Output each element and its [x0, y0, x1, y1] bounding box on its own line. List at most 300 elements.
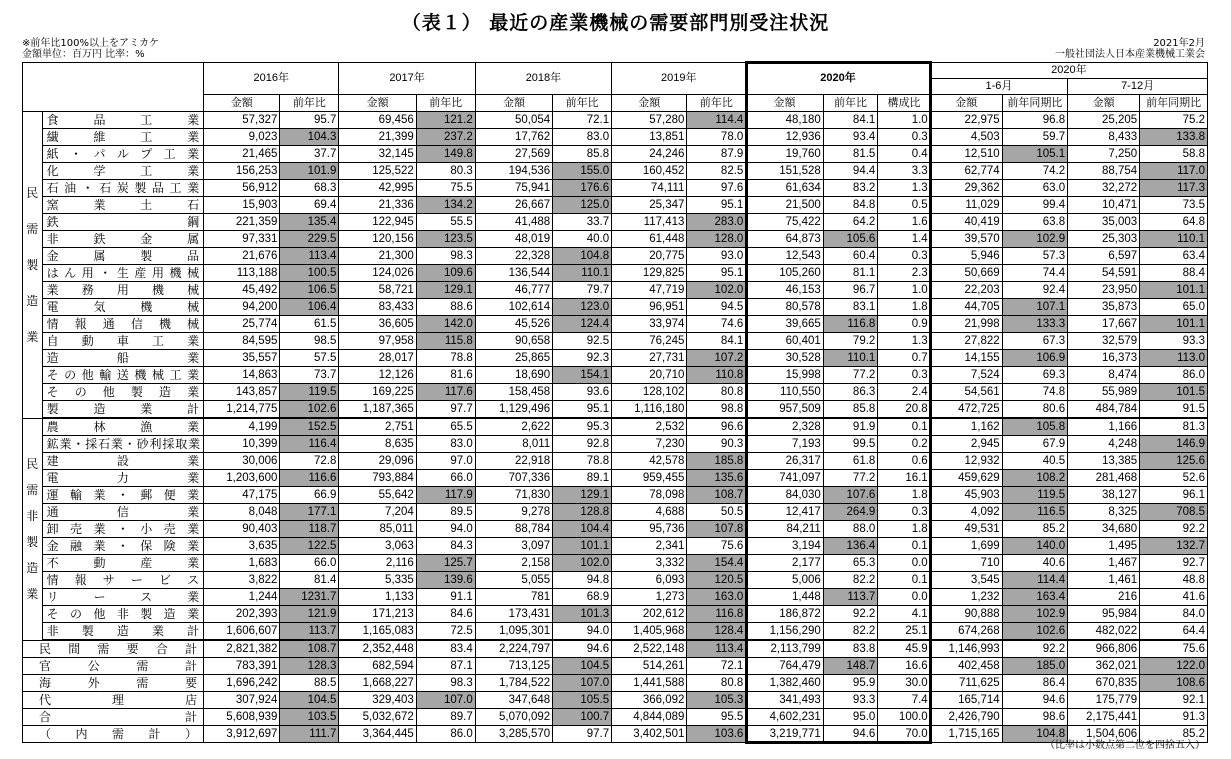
value-cell: 1,668,227	[339, 675, 416, 692]
ratio-cell: 154.1	[553, 367, 612, 384]
ratio-cell: 101.1	[1140, 316, 1208, 333]
ratio-cell: 104.5	[280, 692, 339, 709]
ratio-cell: 80.8	[687, 384, 746, 401]
ratio-cell: 107.8	[687, 521, 746, 538]
value-cell: 3,063	[339, 538, 416, 555]
ratio-cell: 104.3	[280, 129, 339, 146]
value-cell: 128,102	[612, 384, 687, 401]
value-cell: 84,211	[746, 521, 823, 538]
value-cell: 5,608,939	[204, 709, 280, 726]
ratio-cell: 85.2	[1140, 726, 1208, 743]
report-date: 2021年2月	[1153, 38, 1205, 49]
table-row	[23, 538, 1208, 555]
group-char: 製	[26, 535, 39, 549]
value-cell: 0.3	[878, 248, 930, 265]
ratio-cell: 122.0	[1140, 658, 1208, 675]
value-cell: 64,873	[746, 231, 823, 248]
value-cell: 48,019	[475, 231, 552, 248]
ratio-cell: 106.9	[1002, 350, 1067, 367]
ratio-cell: 97.0	[416, 453, 475, 470]
value-cell: 20.8	[878, 401, 930, 419]
ratio-cell: 73.5	[1140, 197, 1208, 214]
value-cell: 281,468	[1068, 470, 1140, 487]
value-cell: 129,825	[612, 265, 687, 282]
table-row	[23, 726, 1208, 743]
row-label	[42, 606, 203, 623]
ratio-cell: 65.0	[1140, 299, 1208, 316]
ratio-cell: 95.9	[823, 675, 878, 692]
ratio-cell: 89.5	[416, 504, 475, 521]
value-cell: 10,399	[204, 436, 280, 453]
value-cell: 4,503	[930, 129, 1002, 146]
ratio-cell: 163.0	[687, 589, 746, 606]
ratio-cell: 74.8	[1002, 384, 1067, 401]
value-cell: 347,648	[475, 692, 552, 709]
row-label	[42, 589, 203, 606]
value-cell: 1.8	[878, 299, 930, 316]
value-cell: 39,570	[930, 231, 1002, 248]
value-cell: 16,373	[1068, 350, 1140, 367]
ratio-cell: 97.7	[416, 401, 475, 419]
ratio-cell: 121.2	[416, 112, 475, 129]
ratio-cell: 87.9	[687, 146, 746, 163]
unit-note: 金額単位：百万円 比率：%	[22, 49, 145, 60]
ratio-cell: 92.3	[553, 350, 612, 367]
ratio-cell: 69.4	[280, 197, 339, 214]
value-cell: 0.0	[878, 555, 930, 572]
value-cell: 12,932	[930, 453, 1002, 470]
row-label-text: その他非製造業	[46, 606, 200, 621]
table-row	[23, 180, 1208, 197]
table-row	[23, 623, 1208, 641]
ratio-cell: 72.1	[553, 112, 612, 129]
value-cell: 1,232	[930, 589, 1002, 606]
value-cell: 3,635	[204, 538, 280, 555]
value-cell: 100.0	[878, 709, 930, 726]
row-label-text: 農林漁業	[46, 419, 200, 434]
ratio-cell: 148.7	[823, 658, 878, 675]
ratio-cell: 110.1	[1140, 231, 1208, 248]
row-label	[42, 333, 203, 350]
ratio-cell: 104.4	[553, 521, 612, 538]
table-row	[23, 316, 1208, 333]
ratio-cell: 40.0	[553, 231, 612, 248]
ratio-cell: 229.5	[280, 231, 339, 248]
row-label-text: 金融業・保険業	[46, 538, 200, 553]
value-cell: 12,936	[746, 129, 823, 146]
value-cell: 1,214,775	[204, 401, 280, 419]
ratio-cell: 84.8	[823, 197, 878, 214]
ratio-cell: 87.1	[416, 658, 475, 675]
ratio-cell: 283.0	[687, 214, 746, 231]
table-row	[23, 214, 1208, 231]
value-cell: 8,048	[204, 504, 280, 521]
value-cell: 60,401	[746, 333, 823, 350]
ratio-cell: 134.2	[416, 197, 475, 214]
ratio-cell: 66.0	[280, 555, 339, 572]
ratio-cell: 98.3	[416, 248, 475, 265]
value-cell: 0.2	[878, 436, 930, 453]
row-label	[42, 504, 203, 521]
row-label-text: 建設業	[46, 453, 200, 468]
value-cell: 0.6	[878, 453, 930, 470]
row-label-text: リース業	[46, 589, 200, 604]
group-char: 造	[26, 293, 39, 308]
value-cell: 45.9	[878, 640, 930, 658]
ratio-cell: 102.9	[1002, 606, 1067, 623]
row-label	[23, 726, 204, 743]
ratio-cell: 108.7	[280, 640, 339, 658]
value-cell: 27,569	[475, 146, 552, 163]
row-label-text: 鉄鋼	[46, 214, 200, 229]
ratio-cell: 67.9	[1002, 436, 1067, 453]
ratio-cell: 117.0	[1140, 163, 1208, 180]
ratio-cell: 64.4	[1140, 623, 1208, 641]
value-cell: 71,830	[475, 487, 552, 504]
value-cell: 8,433	[1068, 129, 1140, 146]
header-yoy: 前年比	[687, 95, 746, 112]
value-cell: 94,200	[204, 299, 280, 316]
header-half1: 1-6月	[930, 79, 1067, 95]
ratio-cell: 63.0	[1002, 180, 1067, 197]
row-label-text: 電力業	[46, 470, 200, 485]
value-cell: 36,605	[339, 316, 416, 333]
table-row	[23, 299, 1208, 316]
row-label	[42, 197, 203, 214]
value-cell: 80,578	[746, 299, 823, 316]
value-cell: 1,146,993	[930, 640, 1002, 658]
ratio-cell: 125.7	[416, 555, 475, 572]
ratio-cell: 129.1	[416, 282, 475, 299]
group-char: 民	[26, 457, 39, 471]
ratio-cell: 105.3	[687, 692, 746, 709]
header-share: 構成比	[878, 95, 930, 112]
row-label-text: 情報サービス	[46, 572, 200, 587]
ratio-cell: 72.5	[416, 623, 475, 641]
ratio-cell: 1231.7	[280, 589, 339, 606]
row-label-text: （内需計）	[39, 726, 198, 741]
ratio-cell: 163.4	[1002, 589, 1067, 606]
value-cell: 9,278	[475, 504, 552, 521]
value-cell: 29,362	[930, 180, 1002, 197]
value-cell: 1,441,588	[612, 675, 687, 692]
value-cell: 160,452	[612, 163, 687, 180]
value-cell: 9,023	[204, 129, 280, 146]
row-label-text: はん用・生産用機械	[46, 265, 200, 280]
value-cell: 1,166	[1068, 418, 1140, 436]
value-cell: 2.4	[878, 384, 930, 401]
ratio-cell: 93.4	[823, 129, 878, 146]
ratio-cell: 100.7	[553, 709, 612, 726]
ratio-cell: 96.6	[687, 418, 746, 436]
value-cell: 7,250	[1068, 146, 1140, 163]
value-cell: 21,336	[339, 197, 416, 214]
row-label-text: 通信業	[46, 504, 200, 519]
ratio-cell: 72.8	[280, 453, 339, 470]
row-label	[42, 214, 203, 231]
value-cell: 49,531	[930, 521, 1002, 538]
table-row	[23, 658, 1208, 675]
header-amount: 金額	[1068, 95, 1140, 112]
value-cell: 17,762	[475, 129, 552, 146]
value-cell: 329,403	[339, 692, 416, 709]
value-cell: 32,145	[339, 146, 416, 163]
value-cell: 102,614	[475, 299, 552, 316]
row-label-text: 石油・石炭製品工業	[46, 180, 200, 195]
value-cell: 70.0	[878, 726, 930, 743]
ratio-cell: 185.0	[1002, 658, 1067, 675]
ratio-cell: 113.4	[280, 248, 339, 265]
ratio-cell: 75.6	[687, 538, 746, 555]
value-cell: 707,336	[475, 470, 552, 487]
ratio-cell: 142.0	[416, 316, 475, 333]
value-cell: 48,180	[746, 112, 823, 129]
ratio-cell: 97.7	[553, 726, 612, 743]
value-cell: 124,026	[339, 265, 416, 282]
value-cell: 4,248	[1068, 436, 1140, 453]
value-cell: 202,612	[612, 606, 687, 623]
row-label-text: 電気機械	[46, 299, 200, 314]
value-cell: 12,417	[746, 504, 823, 521]
group-char: 需	[26, 221, 39, 236]
value-cell: 122,945	[339, 214, 416, 231]
value-cell: 0.5	[878, 197, 930, 214]
ratio-cell: 93.6	[553, 384, 612, 401]
ratio-cell: 102.6	[1002, 623, 1067, 641]
value-cell: 1,699	[930, 538, 1002, 555]
table-row	[23, 436, 1208, 453]
value-cell: 75,941	[475, 180, 552, 197]
ratio-cell: 95.7	[280, 112, 339, 129]
ratio-cell: 136.4	[823, 538, 878, 555]
row-label	[42, 367, 203, 384]
ratio-cell: 107.1	[1002, 299, 1067, 316]
rounding-footnote: （比率は小数点第二位を四捨五入）	[1045, 740, 1205, 751]
header-yoy: 前年比	[280, 95, 339, 112]
ratio-cell: 176.6	[553, 180, 612, 197]
value-cell: 21,300	[339, 248, 416, 265]
ratio-cell: 81.4	[280, 572, 339, 589]
value-cell: 11,029	[930, 197, 1002, 214]
value-cell: 25.1	[878, 623, 930, 641]
row-label-text: 卸売業・小売業	[46, 521, 200, 536]
ratio-cell: 92.2	[1140, 521, 1208, 538]
ratio-cell: 155.0	[553, 163, 612, 180]
value-cell: 1.0	[878, 282, 930, 299]
ratio-cell: 84.3	[416, 538, 475, 555]
value-cell: 26,667	[475, 197, 552, 214]
ratio-cell: 149.8	[416, 146, 475, 163]
table-row	[23, 248, 1208, 265]
row-label	[42, 299, 203, 316]
value-cell: 0.1	[878, 418, 930, 436]
row-label-text: 海外需要	[39, 675, 198, 690]
row-label-text: 食品工業	[46, 112, 200, 127]
value-cell: 113,188	[204, 265, 280, 282]
ratio-cell: 65.3	[823, 555, 878, 572]
value-cell: 34,680	[1068, 521, 1140, 538]
ratio-cell: 50.5	[687, 504, 746, 521]
value-cell: 2,622	[475, 418, 552, 436]
table-row	[23, 333, 1208, 350]
value-cell: 32,272	[1068, 180, 1140, 197]
row-label-text: 化学工業	[46, 163, 200, 178]
ratio-cell: 86.3	[823, 384, 878, 401]
row-label	[42, 572, 203, 589]
ratio-cell: 93.3	[1140, 333, 1208, 350]
value-cell: 30,528	[746, 350, 823, 367]
ratio-cell: 103.5	[280, 709, 339, 726]
value-cell: 22,918	[475, 453, 552, 470]
ratio-cell: 83.4	[416, 640, 475, 658]
ratio-cell: 78.0	[687, 129, 746, 146]
value-cell: 959,455	[612, 470, 687, 487]
header-amount: 金額	[612, 95, 687, 112]
value-cell: 21,998	[930, 316, 1002, 333]
value-cell: 83,433	[339, 299, 416, 316]
value-cell: 5,070,092	[475, 709, 552, 726]
row-label	[42, 521, 203, 538]
ratio-cell: 78.8	[553, 453, 612, 470]
ratio-cell: 139.6	[416, 572, 475, 589]
ratio-cell: 85.8	[553, 146, 612, 163]
ratio-cell: 77.2	[823, 367, 878, 384]
value-cell: 85,011	[339, 521, 416, 538]
group-char: 製	[26, 257, 39, 272]
value-cell: 186,872	[746, 606, 823, 623]
group-private-nonmanufacturing	[23, 418, 43, 640]
value-cell: 307,924	[204, 692, 280, 709]
ratio-cell: 135.4	[280, 214, 339, 231]
table-row	[23, 504, 1208, 521]
value-cell: 62,774	[930, 163, 1002, 180]
ratio-cell: 94.0	[553, 623, 612, 641]
value-cell: 3,332	[612, 555, 687, 572]
value-cell: 88,754	[1068, 163, 1140, 180]
row-label-text: 民間需要合計	[39, 641, 198, 656]
ratio-cell: 58.8	[1140, 146, 1208, 163]
value-cell: 3,402,501	[612, 726, 687, 743]
ratio-cell: 94.5	[687, 299, 746, 316]
ratio-cell: 83.1	[823, 299, 878, 316]
value-cell: 2,224,797	[475, 640, 552, 658]
value-cell: 27,731	[612, 350, 687, 367]
group-char: 業	[26, 587, 39, 601]
ratio-cell: 95.5	[687, 709, 746, 726]
value-cell: 30,006	[204, 453, 280, 470]
row-label-text: 自動車工業	[46, 333, 200, 348]
group-private-manufacturing	[23, 112, 43, 419]
ratio-cell: 88.0	[823, 521, 878, 538]
ratio-cell: 85.2	[1002, 521, 1067, 538]
value-cell: 90,888	[930, 606, 1002, 623]
value-cell: 472,725	[930, 401, 1002, 419]
value-cell: 1,784,522	[475, 675, 552, 692]
value-cell: 957,509	[746, 401, 823, 419]
value-cell: 0.0	[878, 589, 930, 606]
value-cell: 84,030	[746, 487, 823, 504]
value-cell: 95,984	[1068, 606, 1140, 623]
value-cell: 482,022	[1068, 623, 1140, 641]
row-label	[42, 401, 203, 419]
value-cell: 670,835	[1068, 675, 1140, 692]
table-row	[23, 589, 1208, 606]
row-label	[42, 487, 203, 504]
ratio-cell: 123.0	[553, 299, 612, 316]
row-label-text: 繊維工業	[46, 129, 200, 144]
value-cell: 0.7	[878, 350, 930, 367]
value-cell: 362,021	[1068, 658, 1140, 675]
row-label-text: 製造業計	[46, 401, 200, 416]
ratio-cell: 264.9	[823, 504, 878, 521]
value-cell: 2,177	[746, 555, 823, 572]
ratio-cell: 75.2	[1140, 112, 1208, 129]
ratio-cell: 97.6	[687, 180, 746, 197]
ratio-cell: 91.3	[1140, 709, 1208, 726]
value-cell: 2,116	[339, 555, 416, 572]
value-cell: 514,261	[612, 658, 687, 675]
ratio-cell: 106.4	[280, 299, 339, 316]
value-cell: 47,719	[612, 282, 687, 299]
ratio-cell: 94.6	[1002, 692, 1067, 709]
table-row	[23, 692, 1208, 709]
value-cell: 1.3	[878, 333, 930, 350]
value-cell: 39,665	[746, 316, 823, 333]
group-char: 造	[26, 561, 39, 575]
ratio-cell: 52.6	[1140, 470, 1208, 487]
row-label	[42, 163, 203, 180]
ratio-cell: 68.9	[553, 589, 612, 606]
group-char: 非	[26, 509, 39, 523]
page-title: （表１） 最近の産業機械の需要部門別受注状況	[401, 12, 830, 34]
ratio-cell: 116.8	[823, 316, 878, 333]
ratio-cell: 89.7	[416, 709, 475, 726]
ratio-cell: 80.3	[416, 163, 475, 180]
ratio-cell: 41.6	[1140, 589, 1208, 606]
ratio-cell: 77.2	[823, 470, 878, 487]
ratio-cell: 61.8	[823, 453, 878, 470]
ratio-cell: 73.7	[280, 367, 339, 384]
row-label	[42, 384, 203, 401]
ratio-cell: 109.6	[416, 265, 475, 282]
value-cell: 2,532	[612, 418, 687, 436]
ratio-cell: 116.4	[280, 436, 339, 453]
ratio-cell: 107.2	[687, 350, 746, 367]
value-cell: 46,777	[475, 282, 552, 299]
header-amount: 金額	[746, 95, 823, 112]
row-label-text: 合計	[39, 709, 198, 724]
value-cell: 1,116,180	[612, 401, 687, 419]
ratio-cell: 124.4	[553, 316, 612, 333]
value-cell: 42,578	[612, 453, 687, 470]
row-label	[42, 316, 203, 333]
table-row	[23, 350, 1208, 367]
ratio-cell: 86.0	[1140, 367, 1208, 384]
ratio-cell: 133.8	[1140, 129, 1208, 146]
value-cell: 45,526	[475, 316, 552, 333]
row-label-text: 運輸業・郵便業	[46, 487, 200, 502]
value-cell: 221,359	[204, 214, 280, 231]
ratio-cell: 74.4	[1002, 265, 1067, 282]
value-cell: 2,751	[339, 418, 416, 436]
ratio-cell: 79.2	[823, 333, 878, 350]
ratio-cell: 94.4	[823, 163, 878, 180]
ratio-cell: 708.5	[1140, 504, 1208, 521]
value-cell: 120,156	[339, 231, 416, 248]
value-cell: 40,419	[930, 214, 1002, 231]
ratio-cell: 37.7	[280, 146, 339, 163]
ratio-cell: 118.7	[280, 521, 339, 538]
